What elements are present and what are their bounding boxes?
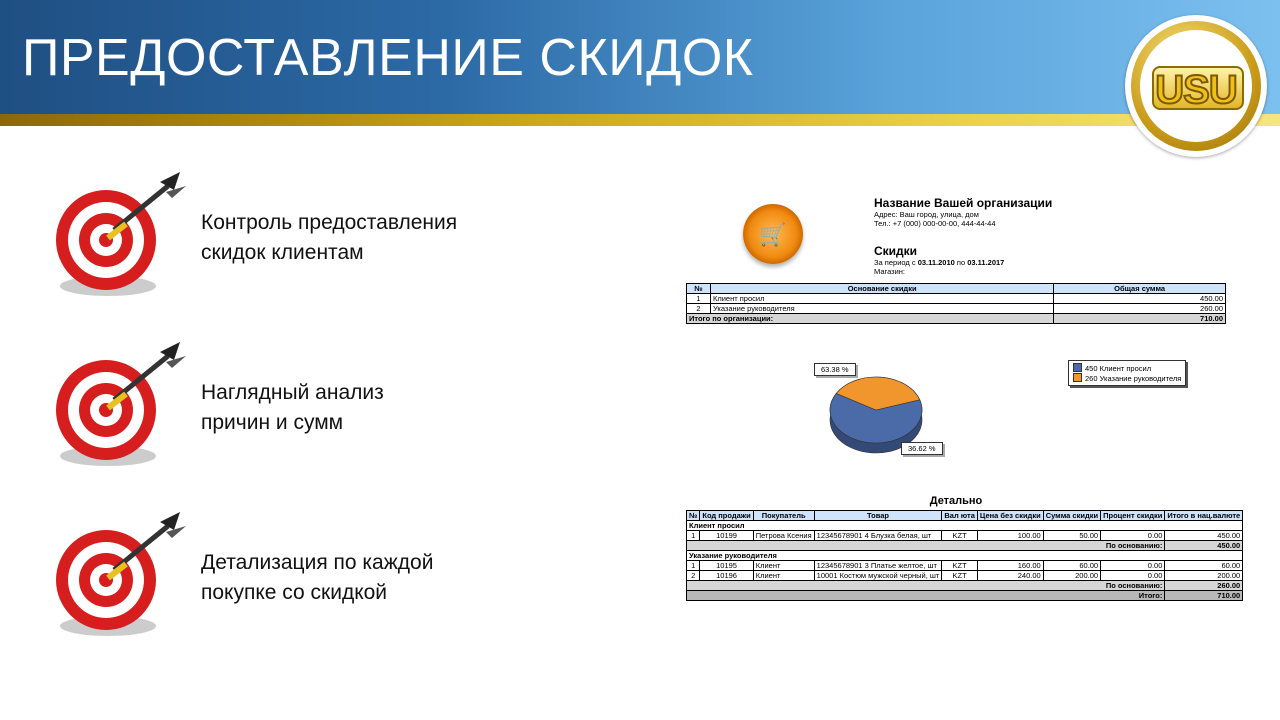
col-header: Товар: [814, 511, 942, 521]
cell: 100.00: [977, 531, 1043, 541]
usu-logo: [1125, 15, 1267, 157]
grand-total-label: Итого:: [687, 591, 1165, 601]
cell: 10199: [700, 531, 753, 541]
legend-swatch: [1073, 373, 1082, 382]
legend-swatch: [1073, 363, 1082, 372]
target-icon: [48, 338, 198, 478]
cell: 450.00: [1165, 531, 1243, 541]
subtotal-label: По основанию:: [687, 541, 1165, 551]
detail-table: [686, 510, 1243, 601]
header-stripe: [0, 114, 1280, 126]
cell: KZT: [942, 531, 978, 541]
period-from: 03.11.2010: [917, 258, 955, 267]
chart-legend: [1068, 360, 1186, 386]
col-header: Цена без скидки: [977, 511, 1043, 521]
col-header: Код продажи: [700, 511, 753, 521]
subtotal-value: 450.00: [1165, 541, 1243, 551]
cell: KZT: [942, 571, 978, 581]
table-row: [687, 571, 1243, 581]
report-title: Скидки: [874, 244, 918, 258]
cell: 60.00: [1043, 561, 1100, 571]
table-row: [687, 561, 1243, 571]
cell: 12345678901 4 Блузка белая, шт: [814, 531, 942, 541]
subtotal-row: [687, 581, 1243, 591]
cell: 450.00: [1054, 294, 1226, 304]
table-row: [687, 531, 1243, 541]
cell: 1: [687, 561, 700, 571]
col-header: Сумма скидки: [1043, 511, 1100, 521]
cell: Клиент просил: [710, 294, 1053, 304]
logo-text: USU: [1155, 68, 1237, 112]
report-shop: Магазин:: [874, 267, 906, 276]
cell: 0.00: [1101, 561, 1165, 571]
subtotal-row: [687, 541, 1243, 551]
org-phone: Тел.: +7 (000) 000-00-00, 444-44-44: [874, 219, 996, 228]
cell: 12345678901 3 Платье желтое, шт: [814, 561, 942, 571]
logo-inner: [1140, 30, 1252, 142]
slide-title: ПРЕДОСТАВЛЕНИЕ СКИДОК: [22, 29, 754, 87]
cell: Петрова Ксения: [753, 531, 814, 541]
summary-table: [686, 283, 1226, 324]
table-row: [687, 294, 1226, 304]
shopping-cart-icon: 🛒: [759, 222, 787, 247]
cell: 260.00: [1054, 304, 1226, 314]
cell: 200.00: [1165, 571, 1243, 581]
feature-1-text: [201, 208, 561, 268]
feature-3: [48, 508, 568, 648]
group-row: [687, 551, 1243, 561]
feature-2: [48, 338, 568, 478]
feature-1: [48, 168, 568, 308]
feature-2-line2: причин и сумм: [201, 411, 344, 434]
group-name: Клиент просил: [687, 521, 1243, 531]
detail-title: Детально: [929, 495, 983, 507]
group-row: [687, 521, 1243, 531]
cell: Клиент: [753, 561, 814, 571]
slide-header: [0, 0, 1280, 114]
summary-header-row: [687, 284, 1226, 294]
cell: 10196: [700, 571, 753, 581]
pie-chart: [806, 360, 1226, 470]
feature-1-line2: скидок клиентам: [201, 241, 364, 264]
col-header: Общая сумма: [1054, 284, 1226, 294]
feature-1-line1: Контроль предоставления: [201, 211, 458, 234]
detail-header-row: [687, 511, 1243, 521]
cell: 240.00: [977, 571, 1043, 581]
feature-3-text: [201, 548, 561, 608]
table-row: [687, 304, 1226, 314]
org-name: Название Вашей организации: [874, 196, 1053, 210]
cell: 0.00: [1101, 571, 1165, 581]
logo-ring: [1131, 21, 1261, 151]
pie-label-1: 63.38 %: [814, 363, 856, 376]
legend-item-1: [1073, 363, 1181, 373]
target-icon: [48, 168, 198, 308]
feature-2-text: [201, 378, 561, 438]
cell: 2: [687, 304, 711, 314]
cell: 1: [687, 531, 700, 541]
target-icon: [48, 508, 198, 648]
legend-label: 450 Клиент просил: [1085, 364, 1152, 373]
cell: 0.00: [1101, 531, 1165, 541]
cell: 1: [687, 294, 711, 304]
discount-report: [686, 190, 1241, 630]
subtotal-label: По основанию:: [687, 581, 1165, 591]
cell: KZT: [942, 561, 978, 571]
cell: 10195: [700, 561, 753, 571]
grand-total-value: 710.00: [1165, 591, 1243, 601]
feature-2-line1: Наглядный анализ: [201, 381, 384, 404]
group-name: Указание руководителя: [687, 551, 1243, 561]
col-header: №: [687, 511, 700, 521]
cell: 200.00: [1043, 571, 1100, 581]
period-to: 03.11.2017: [967, 258, 1005, 267]
cell: Указание руководителя: [710, 304, 1053, 314]
org-address: Адрес: Ваш город, улица, дом: [874, 210, 979, 219]
cell: 10001 Костюм мужской черный, шт: [814, 571, 942, 581]
cell: 160.00: [977, 561, 1043, 571]
cell: 60.00: [1165, 561, 1243, 571]
period-mid: по: [954, 258, 968, 267]
cell: Клиент: [753, 571, 814, 581]
report-period: [874, 258, 1004, 267]
col-header: Итого в нац.валюте: [1165, 511, 1243, 521]
col-header: Основание скидки: [710, 284, 1053, 294]
legend-item-2: [1073, 373, 1181, 383]
period-prefix: За период с: [874, 258, 918, 267]
col-header: Процент скидки: [1101, 511, 1165, 521]
total-value: 710.00: [1054, 314, 1226, 324]
grand-total-row: [687, 591, 1243, 601]
cell: 50.00: [1043, 531, 1100, 541]
pie-label-2: 36.62 %: [901, 442, 943, 455]
subtotal-value: 260.00: [1165, 581, 1243, 591]
col-header: Покупатель: [753, 511, 814, 521]
feature-3-line2: покупке со скидкой: [201, 581, 388, 604]
feature-3-line1: Детализация по каждой: [201, 551, 434, 574]
cell: 2: [687, 571, 700, 581]
total-label: Итого по организации:: [687, 314, 1054, 324]
summary-total-row: [687, 314, 1226, 324]
legend-label: 260 Указание руководителя: [1085, 374, 1182, 383]
col-header: Вал юта: [942, 511, 978, 521]
col-header: №: [687, 284, 711, 294]
cart-logo: [743, 204, 803, 264]
